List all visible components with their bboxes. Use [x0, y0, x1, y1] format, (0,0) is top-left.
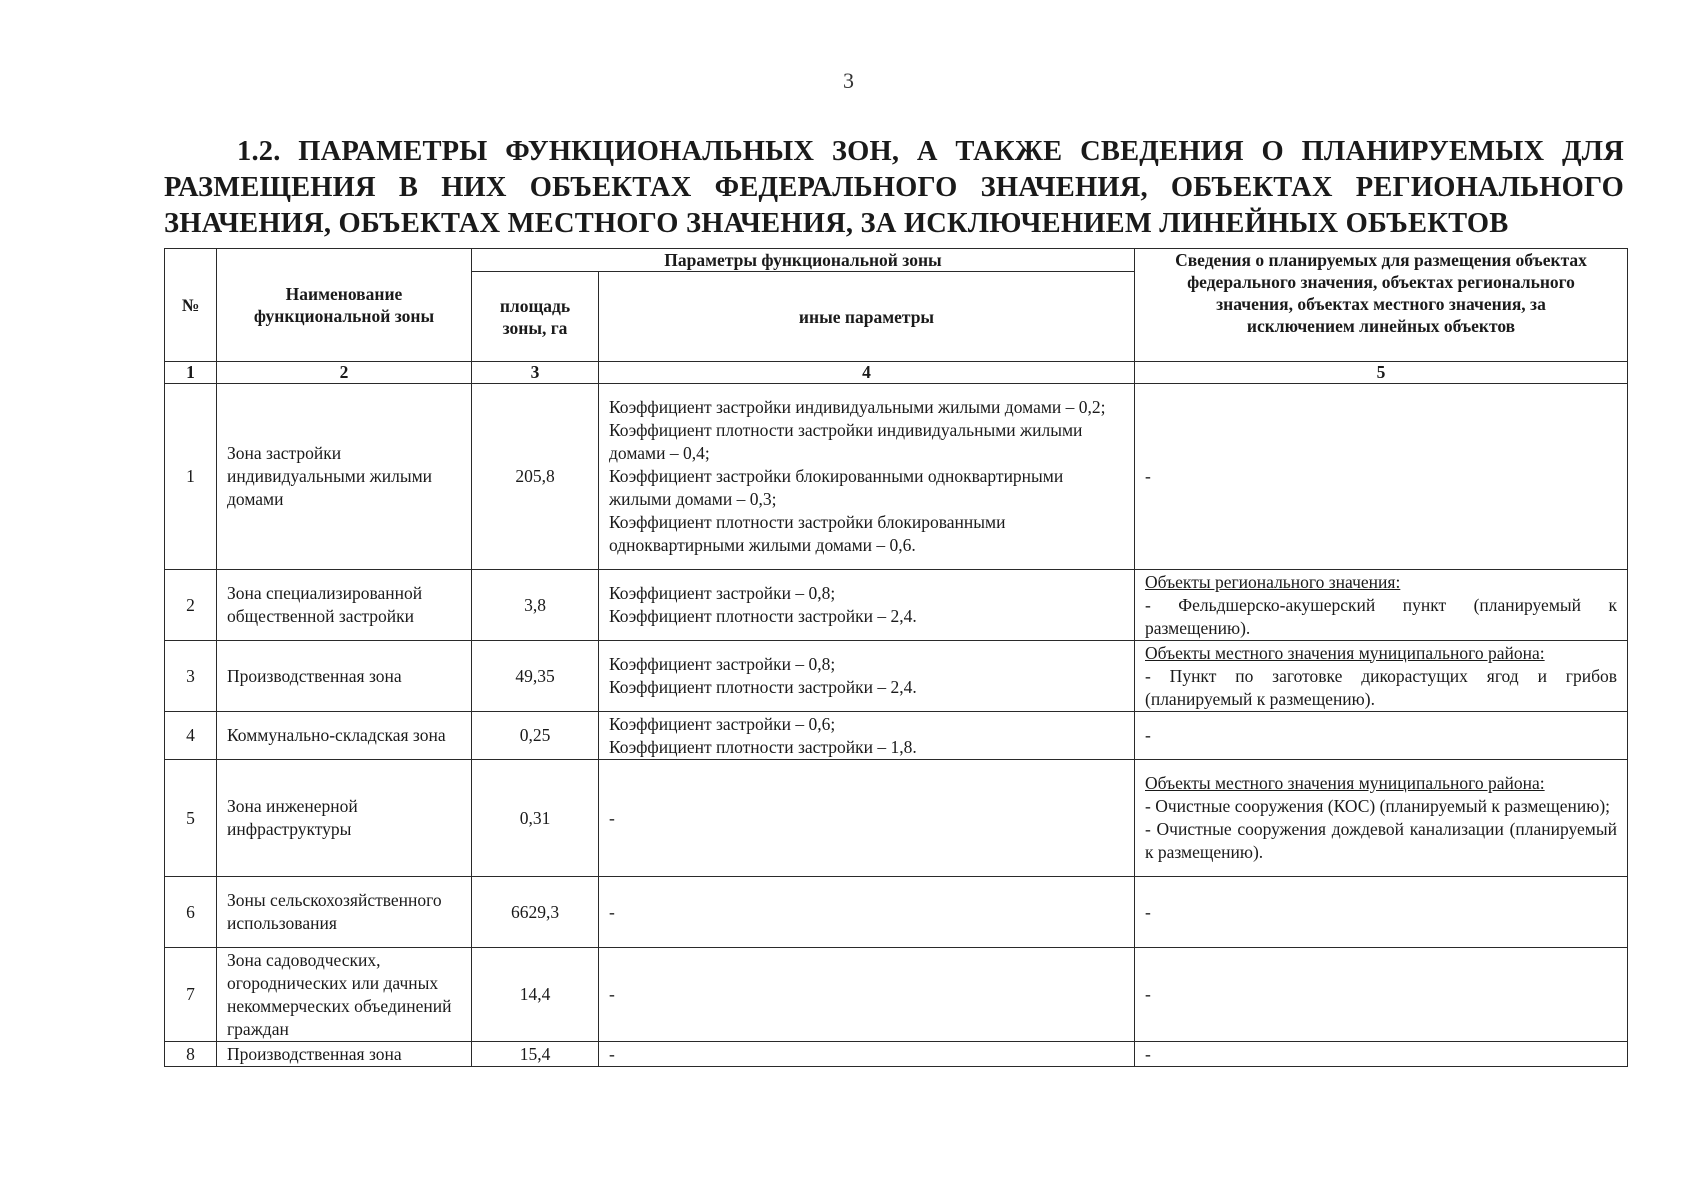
zone-number: 2 — [165, 570, 217, 641]
table-row — [165, 948, 1628, 1042]
planned-objects — [1135, 384, 1628, 570]
table-row — [165, 570, 1628, 641]
section-heading — [164, 134, 1624, 242]
zone-area: 15,4 — [472, 1042, 599, 1067]
planned-object-line: - — [1145, 984, 1151, 1004]
planned-objects — [1135, 641, 1628, 712]
zone-number: 5 — [165, 760, 217, 877]
zone-number: 4 — [165, 712, 217, 760]
param-line: - — [609, 807, 615, 828]
zone-name: Зона инженерной инфраструктуры — [217, 760, 472, 877]
planned-object-line: - Фельдшерско-акушерский пункт (планируемый к размещению). — [1145, 594, 1617, 638]
planned-objects — [1135, 1042, 1628, 1067]
zone-area: 0,25 — [472, 712, 599, 760]
page-number: 3 — [843, 68, 854, 93]
planned-objects-category: Объекты местного значения муниципального района: — [1145, 642, 1545, 663]
header-zone-name: Наименование функциональной зоны — [217, 249, 472, 362]
planned-objects — [1135, 877, 1628, 948]
zone-area: 49,35 — [472, 641, 599, 712]
column-number: 3 — [472, 362, 599, 384]
zone-params — [599, 760, 1135, 877]
zone-area: 205,8 — [472, 384, 599, 570]
zone-name: Зона садоводческих, огороднических или дачных некоммерческих объединений граждан — [217, 948, 472, 1042]
planned-objects — [1135, 570, 1628, 641]
zone-number: 1 — [165, 384, 217, 570]
heading-line-1: 1.2. ПАРАМЕТРЫ ФУНКЦИОНАЛЬНЫХ ЗОН, А ТАКЖЕ СВЕДЕНИЯ О ПЛАНИРУЕМЫХ ДЛЯ — [237, 136, 1624, 167]
planned-object-line: - Очистные сооружения (КОС) (планируемый к размещению); — [1145, 796, 1611, 816]
zone-name: Производственная зона — [217, 641, 472, 712]
zone-number: 3 — [165, 641, 217, 712]
zone-name: Зона специализированной общественной застройки — [217, 570, 472, 641]
zone-params — [599, 384, 1135, 570]
param-line: Коэффициент застройки – 0,8; — [609, 654, 836, 674]
zone-name: Производственная зона — [217, 1042, 472, 1067]
zone-number: 7 — [165, 948, 217, 1042]
planned-object-line: - Очистные сооружения дождевой канализации (планируемый к размещению). — [1145, 819, 1617, 862]
param-line: Коэффициент застройки – 0,6; — [609, 713, 836, 734]
planned-object-line: - Пункт по заготовке дикорастущих ягод и грибов (планируемый к размещению). — [1145, 665, 1617, 709]
planned-objects-category: Объекты регионального значения: — [1145, 571, 1401, 592]
zone-params — [599, 712, 1135, 760]
param-line: Коэффициент плотности застройки блокированными одноквартирными жилыми домами – 0,6. — [609, 512, 1006, 555]
column-number: 2 — [217, 362, 472, 384]
column-number: 4 — [599, 362, 1135, 384]
param-line: - — [609, 901, 615, 922]
param-line: Коэффициент плотности застройки – 2,4. — [609, 606, 917, 626]
param-line: Коэффициент плотности застройки – 2,4. — [609, 677, 917, 697]
planned-objects — [1135, 760, 1628, 877]
header-planned-objects: Сведения о планируемых для размещения объектах федерального значения, объектах регионального значения, объектах местного значения, за исключением линейных объектов — [1135, 249, 1628, 362]
param-line: Коэффициент плотности застройки – 1,8. — [609, 736, 917, 757]
header-area: площадь зоны, га — [472, 272, 599, 362]
table-row — [165, 641, 1628, 712]
column-number: 1 — [165, 362, 217, 384]
zone-area: 0,31 — [472, 760, 599, 877]
heading-line-2: РАЗМЕЩЕНИЯ В НИХ ОБЪЕКТАХ ФЕДЕРАЛЬНОГО ЗНАЧЕНИЯ, ОБЪЕКТАХ РЕГИОНАЛЬНОГО — [164, 172, 1624, 203]
zone-area: 14,4 — [472, 948, 599, 1042]
zones-table — [164, 248, 1628, 1067]
column-number: 5 — [1135, 362, 1628, 384]
zone-area: 6629,3 — [472, 877, 599, 948]
planned-objects — [1135, 712, 1628, 760]
zone-number: 6 — [165, 877, 217, 948]
zone-number: 8 — [165, 1042, 217, 1067]
table-row — [165, 877, 1628, 948]
zone-name: Зоны сельскохозяйственного использования — [217, 877, 472, 948]
param-line: Коэффициент плотности застройки индивидуальными жилыми домами – 0,4; — [609, 420, 1083, 463]
zone-params — [599, 641, 1135, 712]
param-line: - — [609, 1043, 615, 1064]
param-line: - — [609, 984, 615, 1004]
zone-area: 3,8 — [472, 570, 599, 641]
zone-params — [599, 948, 1135, 1042]
header-num: № — [165, 249, 217, 362]
zone-params — [599, 1042, 1135, 1067]
planned-object-line: - — [1145, 901, 1151, 922]
zone-name: Зона застройки индивидуальными жилыми домами — [217, 384, 472, 570]
zone-name: Коммунально-складская зона — [217, 712, 472, 760]
param-line: Коэффициент застройки блокированными одноквартирными жилыми домами – 0,3; — [609, 466, 1064, 509]
table-row — [165, 1042, 1628, 1067]
zone-params — [599, 570, 1135, 641]
header-params-group: Параметры функциональной зоны — [472, 249, 1135, 272]
zones-table-body — [165, 384, 1628, 1067]
zone-params — [599, 877, 1135, 948]
header-other-params: иные параметры — [599, 272, 1135, 362]
table-row — [165, 760, 1628, 877]
heading-line-3: ЗНАЧЕНИЯ, ОБЪЕКТАХ МЕСТНОГО ЗНАЧЕНИЯ, ЗА ИСКЛЮЧЕНИЕМ ЛИНЕЙНЫХ ОБЪЕКТОВ — [164, 208, 1509, 239]
planned-object-line: - — [1145, 1043, 1151, 1064]
table-row — [165, 712, 1628, 760]
planned-objects-category: Объекты местного значения муниципального района: — [1145, 773, 1545, 793]
column-numbers-row — [165, 362, 1628, 384]
param-line: Коэффициент застройки – 0,8; — [609, 583, 836, 603]
planned-object-line: - — [1145, 466, 1151, 486]
table-row — [165, 384, 1628, 570]
param-line: Коэффициент застройки индивидуальными жилыми домами – 0,2; — [609, 397, 1106, 417]
planned-objects — [1135, 948, 1628, 1042]
planned-object-line: - — [1145, 725, 1151, 745]
